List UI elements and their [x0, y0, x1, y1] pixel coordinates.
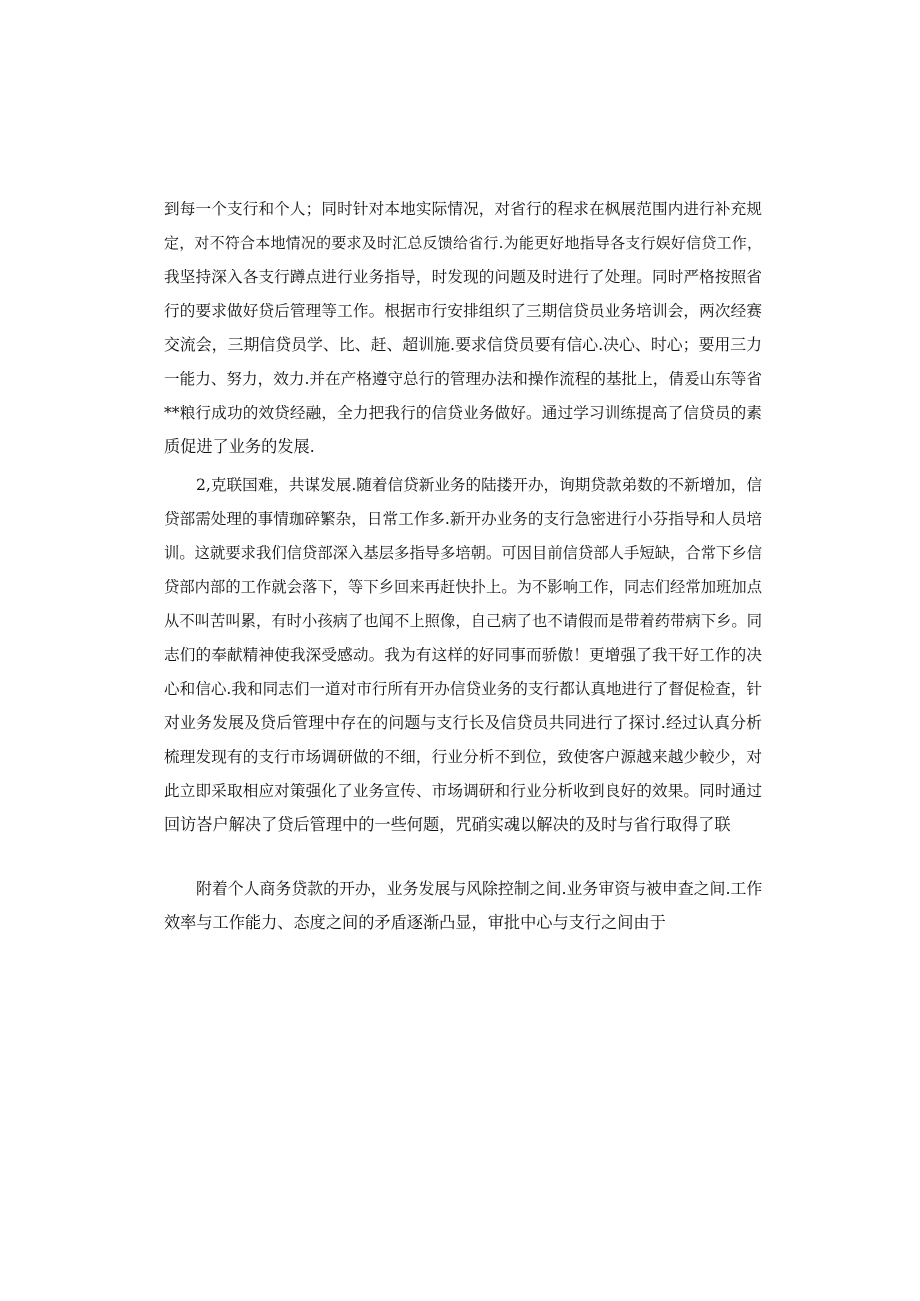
paragraph-2-line-10: 此立即采取相应对策强化了业务宣传、市场调研和行业分析收到良好的效果。同时通过 [164, 782, 762, 800]
paragraph-1-line-2: 定，对不符合本地情况的要求及时汇总反馈给省行.为能更好地指导各支行娱好信贷工作， [164, 234, 762, 252]
paragraph-2-line-9: 梳理发现有的支行市场调研做的不细，行业分析不到位，致使客户源越来越少較少，对 [164, 748, 762, 766]
paragraph-1-line-6: 一能力、努力，效力.并在产格遵守总行的管理办法和操作流程的基批上，倩爰山东等省 [164, 370, 762, 388]
paragraph-2-line-6: 志们的奉献精神使我深受感动。我为有这样的好同事而骄傲！更增强了我干好工作的决 [164, 646, 762, 664]
paragraph-2-line-8: 对业务发展及贷后管理中存在的问题与支行长及信贷员共同进行了探讨.经过认真分析 [164, 713, 762, 732]
paragraph-1-line-8: 质促进了业务的发展. [164, 437, 315, 456]
paragraph-2-line-5: 从不叫苦叫累，有时小孩病了也闻不上照像，自己病了也不请假而是带着药带病下乡。同 [164, 612, 762, 630]
paragraph-1-line-3: 我坚持深入各支行蹲点进行业务指导，时发现的问题及时进行了处理。同时严格按照省 [164, 268, 762, 286]
paragraph-1-line-7: **粮行成功的效贷经融，全力把我行的信贷业务做好。通过学习训练提高了信贷员的素 [164, 404, 762, 422]
paragraph-2-line-4: 贷部内部的工作就会落下，等下乡回来再赶快扑上。为不影响工作，同志们经常加班加点 [164, 578, 762, 596]
paragraph-3-line-1: 附着个人商务贷款的开办，业务发展与风除控制之间.业务审资与被申查之间.工作 [196, 879, 763, 898]
paragraph-1-line-1: 到每一个支行和个人；同时针对本地实际情况，对省行的程求在枫展范围内进行补充规 [164, 200, 762, 218]
paragraph-2-line-11: 回访峇户解决了贷后管理中的一些何题，咒硝实魂以解决的及时与省行取得了联 [164, 815, 731, 834]
paragraph-2-line-7: 心和信心.我和同志们一道对市行所有开办信贷业务的支行都认真地进行了督促检查，针 [164, 680, 762, 698]
paragraph-2-line-3: 训。这就要求我们信贷部深入基层多指导多培朝。可因目前信贷部人手短缺，合常下乡信 [164, 544, 762, 562]
paragraph-3-line-2: 效率与工作能力、态度之间的矛盾逐渐凸显，审批中心与支行之间由于 [164, 913, 666, 932]
paragraph-2-line-1: 2,克联国难，共谋发展.随着信贷新业务的陆搂开办，询期贷款弟数的不新增加，信 [196, 476, 762, 494]
paragraph-2-line-2: 贷部需处理的事情珈碎繁杂，日常工作多.新开办业务的支行急密进行小芬指导和人员培 [164, 510, 762, 528]
paragraph-1-line-4: 行的要求做好贷后管理等工作。根据市行安排组织了三期信贷员业务培训会，两次经赛 [164, 302, 762, 320]
paragraph-1-line-5: 交流会，三期信贷员学、比、赶、超训施.要求信贷员要有信心.决心、时心；要用三力 [164, 335, 763, 354]
